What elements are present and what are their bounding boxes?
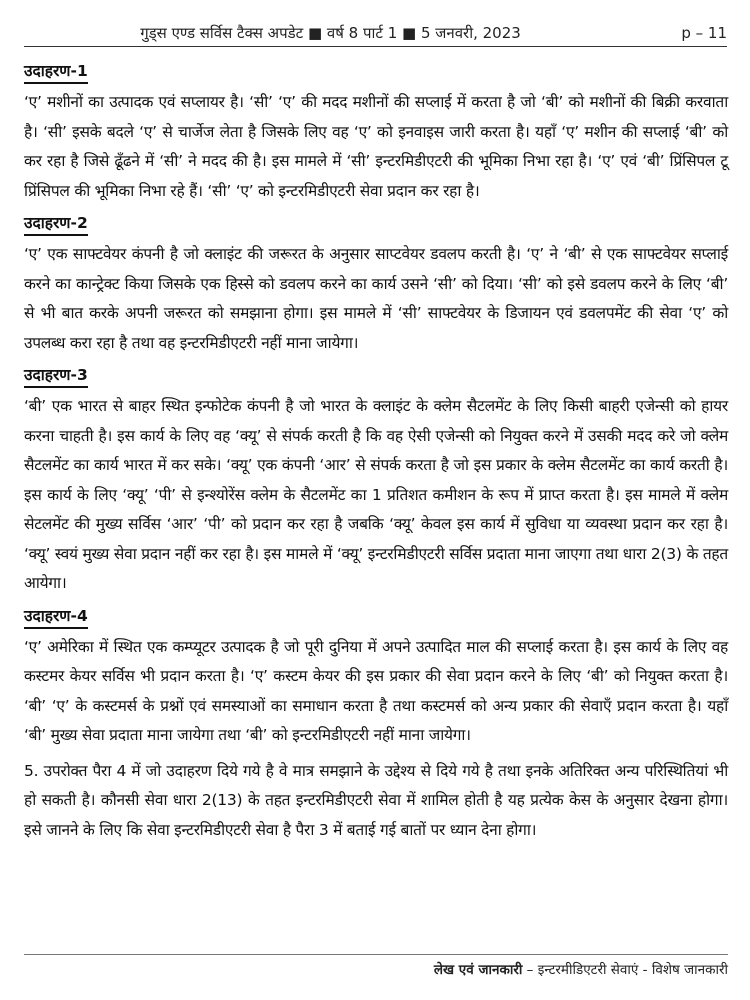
closing-paragraph: 5. उपरोक्त पैरा 4 में जो उदाहरण दिये गये है वे मात्र समझाने के उद्देश्य से दिये गये है तथा इनके अतिरिक्त अन्य परिस्थितियां भी हो सकती है। कौनसी सेवा धारा 2(13) के तहत इन्टरमिडीएटरी सेवा में शामिल होती है यह प्रत्येक केस के अनुसार देखना होगा। इसे जानने के लिए कि सेवा इन्टरमिडीएटरी सेवा है पैरा 3 में बताई गई बातों पर ध्यान देना होगा। <box>24 761 728 839</box>
example-section-2 <box>24 210 728 358</box>
example-section-3 <box>24 362 728 599</box>
section-heading: उदाहरण-3 <box>24 364 88 388</box>
example-section-4 <box>24 603 728 751</box>
section-paragraph: ‘ए’ अमेरिका में स्थित एक कम्प्यूटर उत्पादक है जो पूरी दुनिया में अपने उत्पादित माल की सप्लाई करता है। इस कार्य के लिए वह कस्टमर केयर सर्विस भी प्रदान करता है। ‘ए’ कस्टम केयर की इस प्रकार की सेवा प्रदान करने के लिए ‘बी’ को नियुक्त करता है। ‘बी’ ‘ए’ के कस्टमर्स के प्रश्नों एवं समस्याओं का समाधान करता है तथा कस्टमर्स को अन्य प्रकार की सेवाएँ प्रदान करता है। यहाँ ‘बी’ मुख्य सेवा प्रदाता माना जायेगा तथा ‘बी’ को इन्टरमिडीएटरी नहीं माना जायेगा। <box>24 637 728 744</box>
section-paragraph: ‘ए’ एक साफ्टवेयर कंपनी है जो क्लाइंट की जरूरत के अनुसार साप्टवेयर डवलप करती है। ‘ए’ ने ‘बी’ से एक साफ्टवेयर सप्लाई करने का कान्ट्रेक्ट किया जिसके एक हिस्से को डवलप करने का कार्य उसने ‘सी’ को दिया। ‘सी’ को इसे डवलप करने के लिए ‘बी’ से भी बात करके अपनी जरूरत को समझाना होगा। इस मामले में ‘सी’ साफ्टवेयर के डिजायन एवं डवलपमेंट की सेवा ‘ए’ को उपलब्ध करा रहा है तथा वह इन्टरमिडीएटरी नहीं माना जायेगा। <box>24 245 728 352</box>
publication-title: गुड्स एण्ड सर्विस टैक्स अपडेट ■ वर्ष 8 पार्ट 1 ■ 5 जनवरी, 2023 <box>140 24 521 42</box>
page-footer <box>434 960 728 980</box>
article-body <box>24 58 728 849</box>
footer-separator: – <box>522 962 538 978</box>
section-heading: उदाहरण-4 <box>24 605 88 629</box>
section-heading: उदाहरण-1 <box>24 60 88 84</box>
section-paragraph: ‘ए’ मशीनों का उत्पादक एवं सप्लायर है। ‘सी’ ‘ए’ की मदद मशीनों की सप्लाई में करता है जो ‘बी’ को मशीनों की बिक्री करवाता है। ‘सी’ इसके बदले ‘ए’ से चार्जेज लेता है जिसके लिए वह ‘ए’ को इनवाइस जारी करता है। यहाँ ‘ए’ मशीन की सप्लाई ‘बी’ को कर रहा है जिसे ढूँढने में ‘सी’ ने मदद की है। इस मामले में ‘सी’ इन्टरमिडीएटरी की भूमिका निभा रहा है। ‘ए’ एवं ‘बी’ प्रिंसिपल टू प्रिंसिपल की भूमिका निभा रहे हैं। ‘सी’ ‘ए’ को इन्टरमिडीएटरी सेवा प्रदान कर रहा है। <box>24 93 728 200</box>
footer-topic: इन्टरमीडिएटरी सेवाएं - विशेष जानकारी <box>537 962 728 978</box>
section-paragraph: ‘बी’ एक भारत से बाहर स्थित इन्फोटेक कंपनी है जो भारत के क्लाइंट के क्लेम सैटलमेंट के लिए किसी बाहरी एजेन्सी को हायर करना चाहती है। इस कार्य के लिए वह ‘क्यू’ से संपर्क करती है कि वह ऐसी एजेन्सी को नियुक्त करने में उसकी मदद करे जो क्लेम सैटलमेंट का कार्य भारत में कर सके। ‘क्यू’ एक कंपनी ‘आर’ से संपर्क करता है जो इस प्रकार के क्लेम सैटलमेंट का कार्य करती है। इस कार्य के लिए ‘क्यू’ ‘पी’ से इन्श्योरेंस क्लेम के सैटलमेंट का 1 प्रतिशत कमीशन के रूप में प्राप्त करता है। इस मामले में क्लेम सेटलमेंट की मुख्य सर्विस ‘आर’ ‘पी’ को प्रदान कर रहा है जबकि ‘क्यू’ केवल इस कार्य में सुविधा या व्यवस्था प्रदान कर रहा है। ‘क्यू’ स्वयं मुख्य सेवा प्रदान नहीं कर रहा है। इस मामले में ‘क्यू’ इन्टरमिडीएटरी सर्विस प्रदाता माना जाएगा तथा धारा 2(3) के तहत आयेगा। <box>24 397 728 592</box>
section-heading: उदाहरण-2 <box>24 212 88 236</box>
page-number: p – 11 <box>681 24 727 42</box>
footer-divider <box>24 954 728 955</box>
footer-category: लेख एवं जानकारी <box>433 962 523 978</box>
page-header <box>24 22 727 47</box>
example-section-1 <box>24 58 728 206</box>
